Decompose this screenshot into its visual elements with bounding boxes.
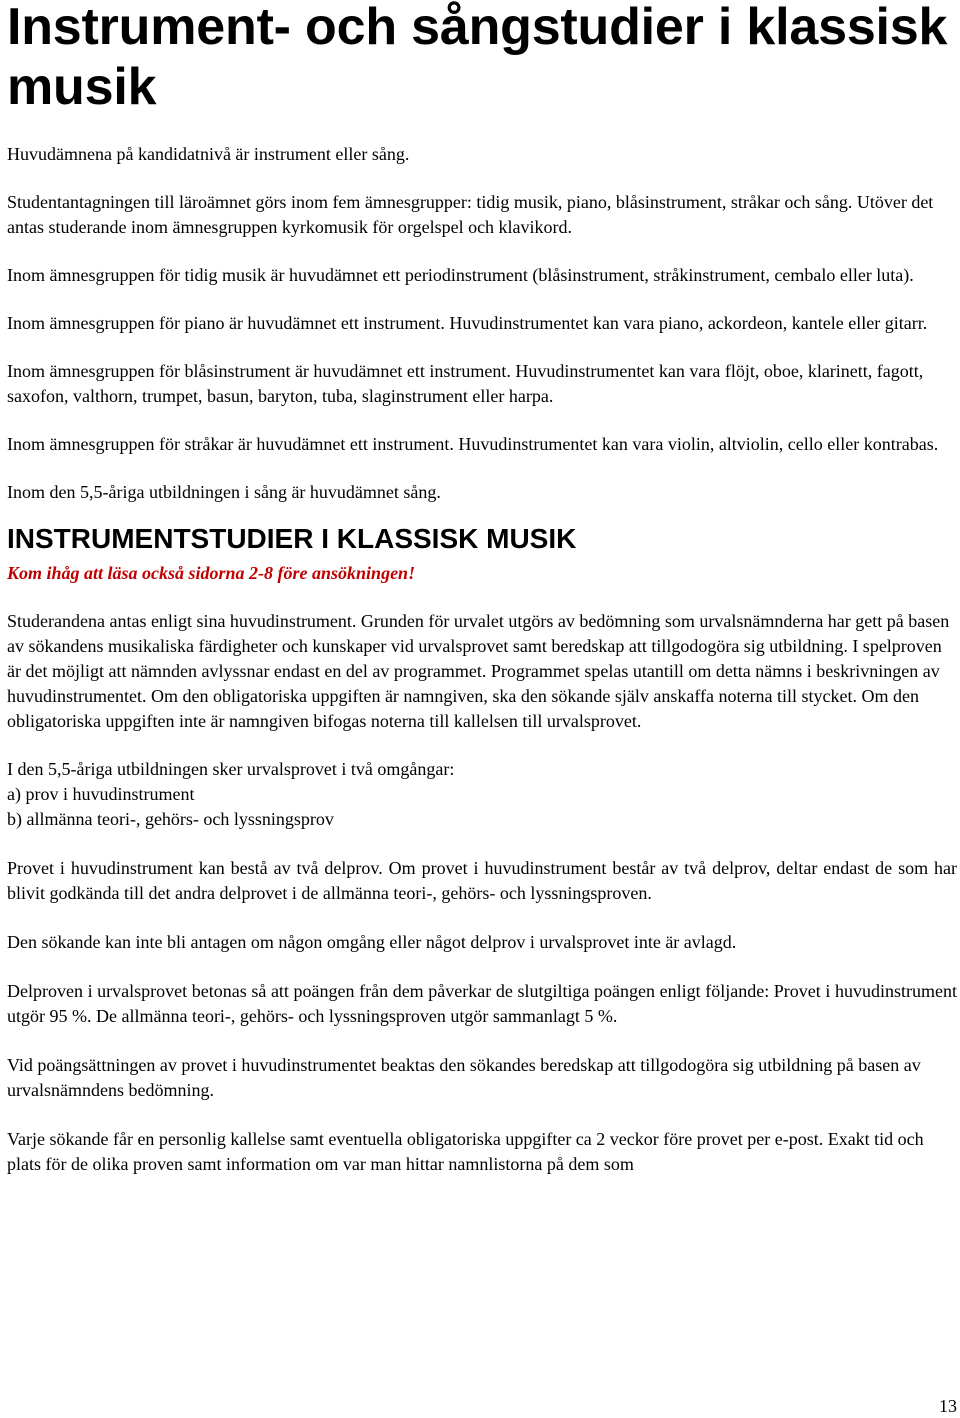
intro-main-subjects: Huvudämnena på kandidatnivå är instrument eller sång.	[7, 144, 410, 164]
selection-paragraph: Studerandena antas enligt sina huvudinstrument. Grunden för urvalet utgörs av bedömning som urvalsnämnderna har gett på basen av sökandens musikaliska färdigheter och kunskaper vid urvalsprovet samt beredskap att tillgodogöra sig utbildning. I spelproven är det möjligt att nämnden avlyssnar endast en del av programmet. Programmet spelas utantill om detta nämns i beskrivningen av huvudinstrumentet. Om den obligatoriska uppgiften är namngiven, ska den sökande själv anskaffa noterna till stycket. Om den obligatoriska uppgiften inte är namngiven bifogas noterna till kallelsen till urvalsprovet.	[7, 611, 950, 731]
intro-voice: Inom den 5,5-åriga utbildningen i sång är huvudämnet sång.	[7, 482, 441, 502]
intro-winds: Inom ämnesgruppen för blåsinstrument är huvudämnet ett instrument. Huvudinstrumentet kan vara flöjt, oboe, klarinett, fagott, saxofon, valthorn, trumpet, basun, baryton, tuba, slaginstrument eller harpa.	[7, 361, 924, 406]
round-a: a) prov i huvudinstrument	[7, 784, 195, 804]
page-title: Instrument- och sångstudier i klassisk musik	[7, 0, 948, 116]
no-failure-paragraph: Den sökande kan inte bli antagen om någon omgång eller något delprov i urvalsprovet inte är avlagd.	[7, 932, 737, 952]
document-page	[7, 0, 957, 1177]
intro-subject-groups: Studentantagningen till läroämnet görs inom fem ämnesgrupper: tidig musik, piano, blåsinstrument, stråkar och sång. Utöver det antas studerande inom ämnesgruppen kyrkomusik för orgelspel och klavikord.	[7, 192, 934, 237]
intro-early-music: Inom ämnesgruppen för tidig musik är huvudämnet ett periodinstrument (blåsinstrument, stråkinstrument, cembalo eller luta).	[7, 265, 914, 285]
weighting-paragraph: Delproven i urvalsprovet betonas så att poängen från dem påverkar de slutgiltiga poängen enligt följande: Provet i huvudinstrument utgör 95 %. De allmänna teori-, gehörs- och lyssningsproven utgör sammanlagt 5 %.	[7, 981, 957, 1026]
page-number: 13	[939, 1396, 957, 1416]
intro-strings: Inom ämnesgruppen för stråkar är huvudämnet ett instrument. Huvudinstrumentet kan vara violin, altviolin, cello eller kontrabas.	[7, 434, 939, 454]
round-b: b) allmänna teori-, gehörs- och lyssningsprov	[7, 809, 334, 829]
section-heading: INSTRUMENTSTUDIER I KLASSISK MUSIK	[7, 523, 577, 554]
rounds-intro: I den 5,5-åriga utbildningen sker urvalsprovet i två omgångar:	[7, 759, 455, 779]
subtests-paragraph: Provet i huvudinstrument kan bestå av två delprov. Om provet i huvudinstrument består av två delprov, deltar endast de som har blivit godkända till det andra delprovet i de allmänna teori-, gehörs- och lyssningsproven.	[7, 858, 957, 903]
intro-piano: Inom ämnesgruppen för piano är huvudämnet ett instrument. Huvudinstrumentet kan vara piano, ackordeon, kantele eller gitarr.	[7, 313, 928, 333]
scoring-paragraph: Vid poängsättningen av provet i huvudinstrumentet beaktas den sökandes beredskap att tillgodogöra sig utbildning på basen av urvalsnämndens bedömning.	[7, 1055, 921, 1100]
reminder-text: Kom ihåg att läsa också sidorna 2-8 före ansökningen!	[7, 563, 416, 583]
invitation-paragraph: Varje sökande får en personlig kallelse samt eventuella obligatoriska uppgifter ca 2 veckor före provet per e-post. Exakt tid och plats för de olika proven samt information om var man hittar namnlistorna på dem som	[7, 1129, 924, 1174]
